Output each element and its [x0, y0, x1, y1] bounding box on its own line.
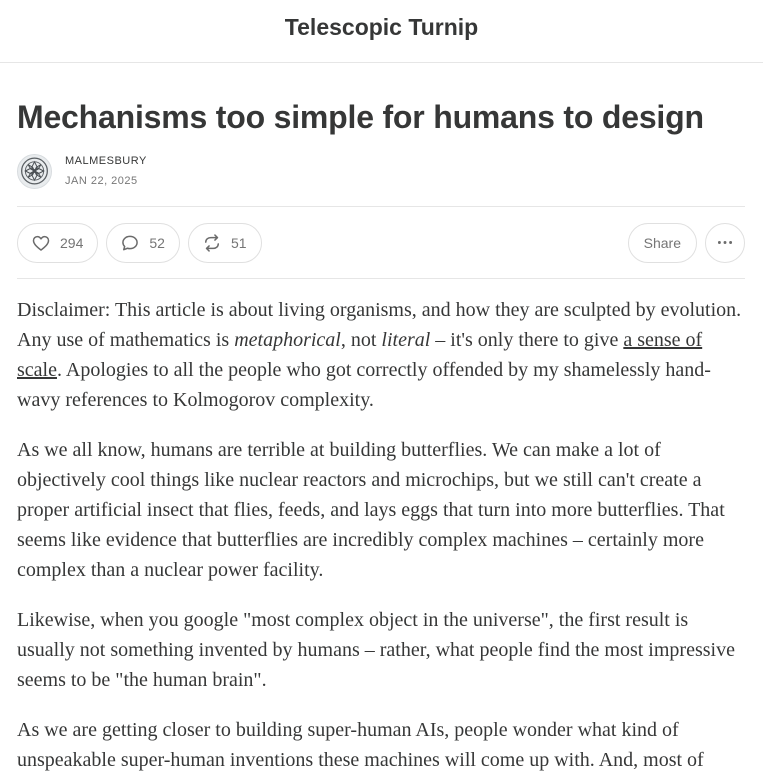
- share-label: Share: [643, 234, 681, 251]
- like-button[interactable]: [17, 223, 98, 263]
- share-button[interactable]: [628, 223, 697, 263]
- restack-count: 51: [230, 234, 247, 251]
- comment-count: 52: [149, 234, 165, 251]
- sense-of-scale-link[interactable]: a sense of scale: [17, 329, 703, 381]
- more-options-button[interactable]: [705, 223, 745, 263]
- post-actions-bar: [17, 206, 745, 279]
- ellipsis-icon: [717, 240, 733, 245]
- site-title[interactable]: Telescopic Turnip: [284, 14, 479, 40]
- site-header: [0, 0, 763, 63]
- byline: [17, 153, 745, 189]
- ornament-avatar-icon[interactable]: [17, 154, 52, 189]
- post-date: JAN 22, 2025: [65, 175, 138, 187]
- body-paragraph: As we all know, humans are terrible at building butterflies. We can make a lot of objectively cool things like nuclear reactors and microchips, but we still can't create a proper artificial insect that flies, feeds, and lays eggs that turn into more butterflies. That seems like evidence that butterflies are incredibly complex machines – certainly more complex than a nuclear power facility.: [17, 439, 725, 581]
- post-content: [0, 97, 763, 775]
- body-paragraph: As we are getting closer to building super-human AIs, people wonder what kind of unspeakable super-human inventions these machines will come up with. And, most of: [17, 719, 704, 771]
- body-paragraph: Likewise, when you google "most complex object in the universe", the first result is usually not something invented by humans – rather, what people find the most impressive seems to be "the human brain".: [17, 609, 735, 691]
- post-body: [17, 295, 745, 775]
- author-name[interactable]: MALMESBURY: [65, 155, 147, 167]
- restack-button[interactable]: [188, 223, 262, 263]
- comment-button[interactable]: [106, 223, 180, 263]
- byline-text: [65, 154, 147, 188]
- disclaimer-paragraph: Disclaimer: This article is about living organisms, and how they are sculpted by evolution. Any use of mathematics is metaphorical, not literal – it's only there to give a sense of scale. Apologies to all the people who got correctly offended by my shamelessly hand-wavy references to Kolmogorov complexity.: [17, 299, 742, 411]
- like-count: 294: [60, 234, 84, 251]
- comment-bubble-icon: [120, 233, 140, 253]
- post-title: Mechanisms too simple for humans to design: [17, 99, 704, 135]
- heart-icon: [31, 233, 51, 253]
- restack-arrows-icon: [202, 233, 222, 253]
